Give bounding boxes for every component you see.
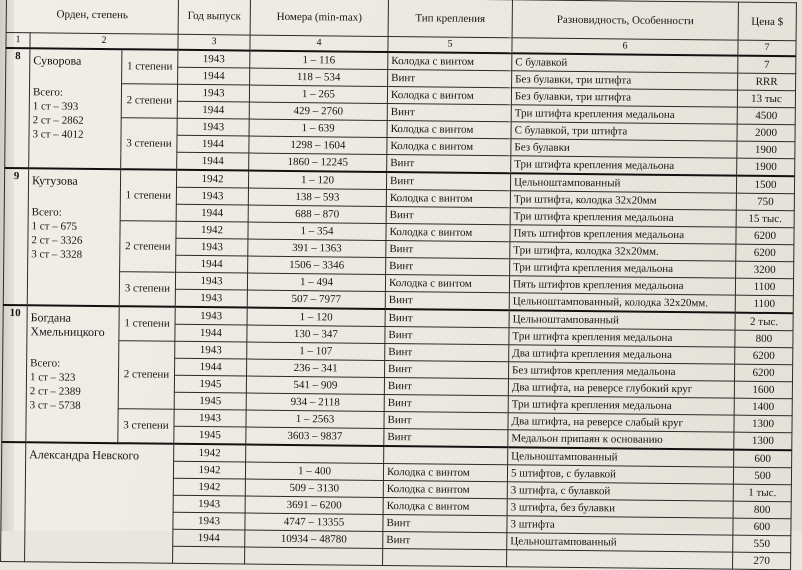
mount-type-cell: Винт xyxy=(384,428,508,447)
numbers-cell: 1 – 107 xyxy=(247,342,385,360)
order-number xyxy=(1,442,26,562)
degree-label: 1 степени xyxy=(122,49,178,84)
price-cell: 13 тыс xyxy=(737,90,795,108)
price-cell: 15 тыс. xyxy=(736,210,794,228)
order-totals xyxy=(31,205,117,262)
numbers-cell: 1 – 639 xyxy=(249,119,387,137)
variety-cell xyxy=(507,550,733,569)
order-total-line: 1 ст – 323 xyxy=(29,371,76,384)
mount-type-cell: Винт xyxy=(384,394,508,412)
price-cell: 1500 xyxy=(736,176,794,194)
numbers-cell: 1860 – 12245 xyxy=(249,153,387,172)
price-cell: 2000 xyxy=(737,124,795,142)
degree-label: 1 степени xyxy=(119,306,175,341)
degree-label: 2 степени xyxy=(118,341,175,410)
variety-cell: Цельноштампованный xyxy=(507,533,733,552)
price-cell: 270 xyxy=(733,552,791,570)
year-cell: 1944 xyxy=(175,324,247,342)
year-cell: 1943 xyxy=(177,84,249,102)
mount-type-cell: Колодка с винтом xyxy=(388,52,512,71)
mount-type-cell: Колодка с винтом xyxy=(387,137,511,155)
year-cell: 1943 xyxy=(173,495,245,513)
price-cell: 600 xyxy=(733,518,791,536)
header-numbers: Номера (min-max) xyxy=(250,0,388,37)
mount-type-cell: Винт xyxy=(384,411,508,429)
numbers-cell: 3603 – 9837 xyxy=(246,427,384,446)
price-cell: 500 xyxy=(733,467,791,485)
price-cell: 1 тыс. xyxy=(733,484,791,502)
variety-cell: Три штифта, колодка 32х20мм xyxy=(510,191,736,210)
order-totals xyxy=(32,85,118,142)
variety-cell: Пять штифтов крепления медальона xyxy=(510,225,736,244)
variety-cell: Пять штифтов крепления медальона xyxy=(509,276,735,295)
numbers-cell: 1 – 494 xyxy=(247,273,385,291)
numbers-cell: 1298 – 1604 xyxy=(249,136,387,154)
price-cell: 800 xyxy=(735,330,793,348)
mount-type-cell: Винт xyxy=(384,377,508,395)
numbers-cell: 934 – 2118 xyxy=(246,393,384,411)
degree-label: 3 степени xyxy=(119,272,175,307)
column-number: 4 xyxy=(250,35,388,52)
column-number: 7 xyxy=(738,40,796,56)
variety-cell: 3 штифта, без булавки xyxy=(507,499,733,518)
variety-cell: Три штифта крепления медальона xyxy=(511,156,737,176)
numbers-cell: 1 – 120 xyxy=(248,171,386,190)
order-total-line: 3 ст – 3328 xyxy=(31,248,83,261)
order-name-cell xyxy=(29,48,122,169)
price-cell: 6200 xyxy=(734,364,792,382)
variety-cell: 5 штифтов, с булавкой xyxy=(507,465,733,484)
mount-type-cell: Винт xyxy=(383,514,507,532)
numbers-cell: 130 – 347 xyxy=(247,325,385,343)
year-cell: 1945 xyxy=(174,426,246,444)
mount-type-cell: Колодка с винтом xyxy=(387,120,511,138)
mount-type-cell: Винт xyxy=(385,309,509,328)
column-number: 5 xyxy=(388,37,512,54)
order-name-cell xyxy=(26,305,119,443)
variety-cell: Без булавки xyxy=(511,139,737,158)
price-cell: 1300 xyxy=(734,432,792,450)
mount-type-cell: Колодка с винтом xyxy=(387,87,511,105)
year-cell: 1945 xyxy=(174,392,246,410)
degree-label: 3 степени xyxy=(118,409,174,444)
price-cell: 1900 xyxy=(737,158,795,176)
year-cell: 1942 xyxy=(174,444,246,462)
price-cell: RRR xyxy=(738,73,796,91)
order-number: 9 xyxy=(3,168,28,305)
order-total-line: 1 ст – 393 xyxy=(32,100,79,113)
year-cell: 1943 xyxy=(175,272,247,290)
numbers-cell xyxy=(245,547,383,565)
numbers-cell: 391 – 1363 xyxy=(248,239,386,257)
price-cell: 1300 xyxy=(734,415,792,433)
numbers-cell: 688 – 870 xyxy=(248,205,386,223)
order-number: 8 xyxy=(5,48,30,168)
order-total-line: 1 ст – 675 xyxy=(31,220,78,233)
header-mount-type: Тип крепления xyxy=(388,0,512,38)
numbers-cell: 1 – 2563 xyxy=(246,410,384,428)
column-number: 1 xyxy=(6,33,30,49)
mount-type-cell: Колодка с винтом xyxy=(386,223,510,241)
year-cell: 1944 xyxy=(176,204,248,222)
price-cell: 550 xyxy=(733,535,791,553)
year-cell: 1943 xyxy=(175,341,247,359)
numbers-cell: 1 – 400 xyxy=(245,462,383,480)
order-total-line: Всего: xyxy=(30,357,61,370)
price-cell: 800 xyxy=(733,501,791,519)
variety-cell: Три штифта, колодка 32х20мм. xyxy=(510,242,736,261)
header-variety: Разновидность, Особенности xyxy=(512,0,738,40)
order-total-line: 2 ст – 2389 xyxy=(29,385,81,398)
order-name: Суворова xyxy=(33,53,82,68)
numbers-cell: 10934 – 48780 xyxy=(245,530,383,548)
year-cell: 1943 xyxy=(173,512,245,530)
year-cell: 1942 xyxy=(173,478,245,496)
mount-type-cell: Колодка с винтом xyxy=(386,189,510,207)
year-cell: 1944 xyxy=(177,152,249,170)
variety-cell: Три штифта крепления медальона xyxy=(511,105,737,124)
mount-type-cell: Винт xyxy=(388,70,512,88)
price-cell: 6200 xyxy=(735,347,793,365)
order-name: Кутузова xyxy=(31,173,78,188)
mount-type-cell: Колодка с винтом xyxy=(383,480,507,498)
price-cell: 6200 xyxy=(736,244,794,262)
year-cell: 1942 xyxy=(173,461,245,479)
header-order: Орден, степень xyxy=(6,0,178,34)
numbers-cell xyxy=(246,445,384,464)
numbers-cell: 236 – 341 xyxy=(247,359,385,377)
numbers-cell: 1 – 116 xyxy=(250,51,388,70)
variety-cell: 3 штифта, с булавкой xyxy=(507,482,733,501)
numbers-cell: 1 – 354 xyxy=(248,222,386,240)
order-total-line: Всего: xyxy=(32,86,64,99)
year-cell: 1943 xyxy=(175,289,247,307)
mount-type-cell: Винт xyxy=(386,257,510,275)
price-cell: 2 тыс. xyxy=(735,313,793,331)
price-cell: 7 xyxy=(738,56,796,74)
numbers-cell: 1 – 265 xyxy=(249,85,387,103)
year-cell: 1943 xyxy=(176,187,248,205)
variety-cell: Без булавки, три штифта xyxy=(511,88,737,107)
numbers-cell: 1 – 120 xyxy=(247,308,385,327)
year-cell: 1943 xyxy=(174,409,246,427)
numbers-cell: 429 – 2760 xyxy=(249,102,387,120)
variety-cell: Три штифта крепления медальона xyxy=(510,208,736,227)
order-name-cell xyxy=(25,442,174,563)
numbers-cell: 3691 – 6200 xyxy=(245,496,383,514)
price-cell: 4500 xyxy=(737,107,795,125)
price-cell: 750 xyxy=(736,193,794,211)
variety-cell: Два штифта, на реверсе слабый круг xyxy=(508,413,734,432)
mount-type-cell: Винт xyxy=(385,360,509,378)
mount-type-cell xyxy=(384,446,508,465)
mount-type-cell: Винт xyxy=(386,240,510,258)
year-cell: 1944 xyxy=(177,135,249,153)
year-cell: 1942 xyxy=(176,170,248,188)
year-cell: 1943 xyxy=(176,238,248,256)
mount-type-cell: Винт xyxy=(385,343,509,361)
variety-cell: Три штифта крепления медальона xyxy=(509,328,735,347)
variety-cell: Два штифта крепления медальона xyxy=(509,345,735,364)
degree-label: 2 степени xyxy=(120,221,177,273)
numbers-cell: 507 – 7977 xyxy=(247,290,385,309)
mount-type-cell: Винт xyxy=(383,531,507,549)
degree-label: 2 степени xyxy=(121,84,177,119)
column-number: 6 xyxy=(512,38,738,56)
order-total-line: 3 ст – 4012 xyxy=(32,128,84,141)
mount-type-cell: Колодка с винтом xyxy=(385,274,509,292)
variety-cell: Без штифтов крепления медальона xyxy=(508,362,734,381)
price-cell: 1100 xyxy=(735,295,793,313)
order-totals xyxy=(30,356,116,413)
price-cell: 3200 xyxy=(736,261,794,279)
order-total-line: 2 ст – 2862 xyxy=(32,114,84,127)
mount-type-cell: Винт xyxy=(387,154,511,173)
catalog-body xyxy=(1,48,796,570)
mount-type-cell: Колодка с винтом xyxy=(383,497,507,515)
mount-type-cell: Колодка с винтом xyxy=(383,463,507,481)
order-name: Александра Невского xyxy=(29,447,140,463)
mount-type-cell: Винт xyxy=(385,326,509,344)
price-cell: 1400 xyxy=(734,398,792,416)
year-cell: 1944 xyxy=(178,67,250,85)
year-cell: 1944 xyxy=(177,101,249,119)
price-cell: 600 xyxy=(734,450,792,468)
variety-cell: Два штифта, на реверсе глубокий круг xyxy=(508,379,734,398)
variety-cell: 3 штифта xyxy=(507,516,733,535)
year-cell xyxy=(173,546,245,564)
year-cell: 1945 xyxy=(174,375,246,393)
variety-cell: Цельноштампованный xyxy=(510,173,736,193)
year-cell: 1944 xyxy=(175,358,247,376)
numbers-cell: 138 – 593 xyxy=(248,188,386,206)
variety-cell: Цельноштампованный xyxy=(508,447,734,467)
numbers-cell: 541 – 909 xyxy=(246,376,384,394)
numbers-cell: 509 – 3130 xyxy=(245,479,383,497)
price-cell: 1900 xyxy=(737,141,795,159)
price-cell: 1600 xyxy=(734,381,792,399)
order-number: 10 xyxy=(2,305,27,442)
variety-cell: Медальон припаян к основанию xyxy=(508,430,734,450)
variety-cell: Три штифта крепления медальона xyxy=(510,259,736,278)
order-name-cell xyxy=(27,168,120,306)
year-cell: 1942 xyxy=(176,221,248,239)
year-cell: 1943 xyxy=(177,118,249,136)
order-name: Богдана Хмельницкого xyxy=(30,310,105,340)
variety-cell: Три штифта крепления медальона xyxy=(508,396,734,415)
variety-cell: Цельноштампованный, колодка 32х20мм. xyxy=(509,293,735,313)
price-cell: 1100 xyxy=(735,278,793,296)
header-price: Цена $ xyxy=(738,2,796,41)
column-number: 3 xyxy=(178,34,250,50)
variety-cell: С булавкой xyxy=(512,53,738,73)
variety-cell: Без булавки, три штифта xyxy=(512,71,738,90)
mount-type-cell: Винт xyxy=(386,172,510,191)
price-cell: 6200 xyxy=(736,227,794,245)
column-number: 2 xyxy=(30,33,178,50)
order-total-line: Всего: xyxy=(31,206,62,219)
degree-label: 1 степени xyxy=(120,169,177,221)
variety-cell: С булавкой, три штифта xyxy=(511,122,737,141)
header-year: Год выпуск xyxy=(178,0,250,35)
numbers-cell: 118 – 534 xyxy=(250,68,388,86)
mount-type-cell: Винт xyxy=(385,291,509,310)
order-total-line: 2 ст – 3326 xyxy=(31,234,83,247)
numbers-cell: 4747 – 13355 xyxy=(245,513,383,531)
year-cell: 1943 xyxy=(175,307,247,325)
year-cell: 1943 xyxy=(178,50,250,68)
numbers-cell: 1506 – 3346 xyxy=(248,256,386,274)
degree-label: 3 степени xyxy=(121,118,178,170)
variety-cell: Цельноштампованный xyxy=(509,310,735,330)
mount-type-cell: Винт xyxy=(386,206,510,224)
mount-type-cell: Винт xyxy=(387,103,511,121)
year-cell: 1944 xyxy=(176,255,248,273)
year-cell: 1944 xyxy=(173,529,245,547)
mount-type-cell xyxy=(383,548,507,566)
order-total-line: 3 ст – 5738 xyxy=(29,399,81,412)
